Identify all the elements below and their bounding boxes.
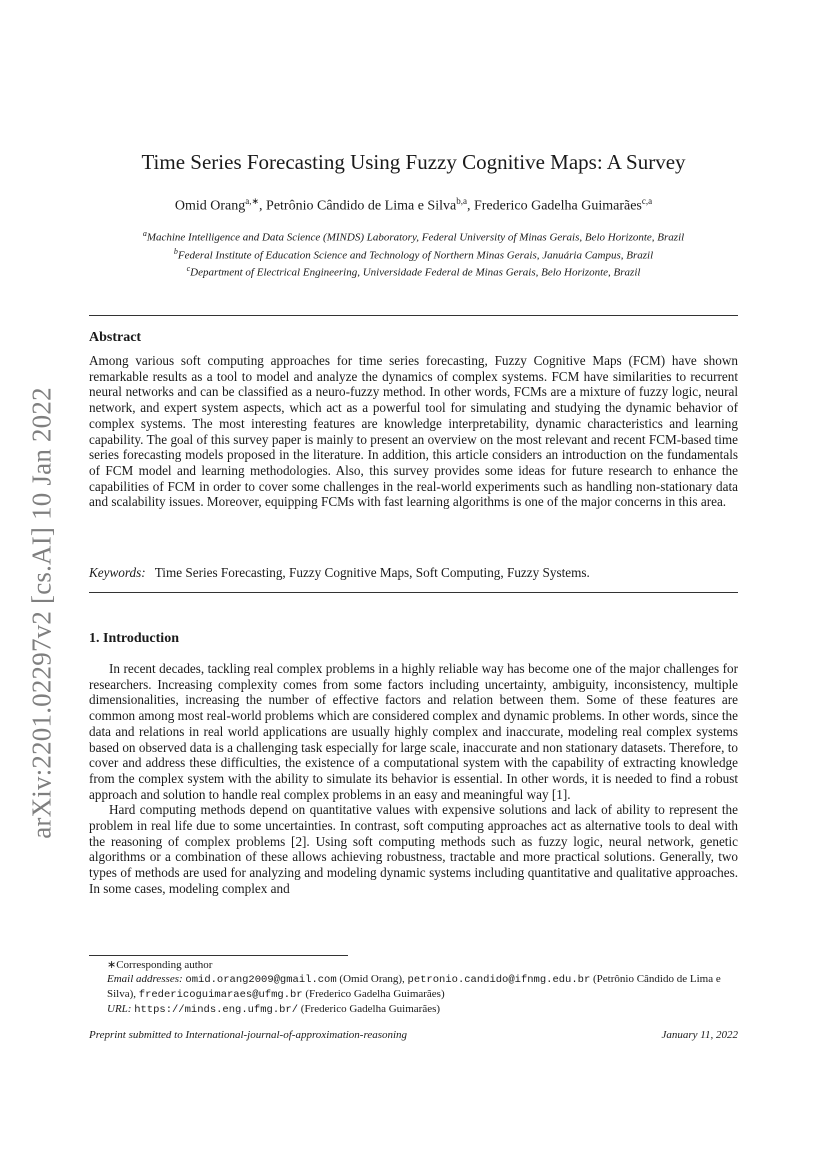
affiliation-line xyxy=(0,227,827,245)
preprint-date: January 11, 2022 xyxy=(661,1029,738,1041)
author-list: Omid Orang$^{a,∗}$, Petrônio Cândido de Lima e Silva$^{b,a}$, Frederico Gadelha Guimarães$^{c,a}$ xyxy=(174,196,653,214)
footnotes xyxy=(89,958,738,1017)
affiliation-line xyxy=(0,262,827,280)
abstract-top-rule xyxy=(89,315,738,316)
author-name: Petrônio Cândido de Lima e Silva xyxy=(266,198,457,214)
affiliation-mark: b xyxy=(173,246,178,256)
abstract-bottom-rule xyxy=(89,592,738,593)
footnote-rule xyxy=(89,955,348,956)
paper-title: Time Series Forecasting Using Fuzzy Cognitive Maps: A Survey xyxy=(141,150,686,174)
keywords-text: Time Series Forecasting, Fuzzy Cognitive Maps, Soft Computing, Fuzzy Systems. xyxy=(154,565,590,580)
email-owner: (Omid Orang), xyxy=(339,973,405,985)
abstract-heading: Abstract xyxy=(89,330,142,345)
url-link[interactable]: https://minds.eng.ufmg.br/ xyxy=(134,1004,299,1016)
section-heading-introduction: 1. Introduction xyxy=(89,631,179,646)
author-affil-mark: a,∗ xyxy=(245,196,260,206)
email-link[interactable]: petronio.candido@ifnmg.edu.br xyxy=(407,974,591,986)
url-label: URL: xyxy=(107,1003,132,1015)
arxiv-identifier-stamp xyxy=(22,378,62,848)
affiliation-text: Department of Electrical Engineering, Universidade Federal de Minas Gerais, Belo Horizonte, Brazil xyxy=(190,266,641,279)
affiliation-text: Machine Intelligence and Data Science (MINDS) Laboratory, Federal University of Minas Gerais, Belo Horizonte, Brazil xyxy=(146,231,685,244)
corresponding-author-note: ∗Corresponding author xyxy=(107,959,213,971)
url-note xyxy=(89,1002,738,1017)
affiliation-mark: a xyxy=(142,229,147,238)
author-affil-mark: b,a xyxy=(456,196,467,206)
author-affil-mark: c,a xyxy=(641,196,653,206)
author-name: Omid Orang xyxy=(174,198,246,214)
affiliation-mark: c xyxy=(186,264,191,274)
arxiv-identifier-text: arXiv:2201.02297v2 [cs.AI] 10 Jan 2022 xyxy=(26,387,57,839)
affiliation-line xyxy=(0,245,827,263)
author-name: Frederico Gadelha Guimarães xyxy=(473,198,642,214)
affiliation-text: Federal Institute of Education Science and Technology of Northern Minas Gerais, Januária Campus, Brazil xyxy=(177,249,654,262)
email-owner: (Frederico Gadelha Guimarães) xyxy=(305,988,445,1000)
email-link[interactable]: fredericoguimaraes@ufmg.br xyxy=(138,989,303,1001)
email-addresses xyxy=(89,972,738,1002)
preprint-note: Preprint submitted to International-journal-of-approximation-reasoning xyxy=(89,1029,408,1041)
email-label: Email addresses: xyxy=(107,973,183,985)
keywords xyxy=(89,565,738,581)
affiliations xyxy=(0,227,827,280)
abstract-text: Among various soft computing approaches for time series forecasting, Fuzzy Cognitive Maps (FCM) have shown remarkable results as a tool to model and analyze the dynamics of complex systems. FCM have similarities to recurrent neural networks and can be classified as a neuro-fuzzy method. In other words, FCMs are a mixture of fuzzy logic, neural network, and expert system aspects, which act as a powerful tool for simulating and studying the dynamic behavior of complex systems. The most interesting features are knowledge interpretability, dynamic characteristics and learning capability. The goal of this survey paper is mainly to present an overview on the most relevant and recent FCM-based time series forecasting models proposed in the literature. In addition, this article considers an introduction on the fundamentals of FCM model and learning methodologies. Also, this survey provides some ideas for future research to enhance the capabilities of FCM in order to cover some challenges in the real-world experiments such as handling non-stationary data and scalability issues. Moreover, equipping FCMs with fast learning algorithms is one of the major concerns in this area. xyxy=(89,353,738,510)
paragraph: Hard computing methods depend on quantitative values with expensive solutions and lack of ability to represent the problem in real life due to some uncertainties. In contrast, soft computing approaches act as alternative tools to deal with the reasoning of complex problems [2]. Using soft computing methods such as fuzzy logic, neural network, genetic algorithms or a combination of these allows achieving robustness, tractable and more practical solutions. Generally, two types of methods are used for analyzing and modeling dynamic systems including quantitative and qualitative approaches. In some cases, modeling complex and xyxy=(89,802,738,896)
paragraph: In recent decades, tackling real complex problems in a highly reliable way has become one of the major challenges for researchers. Increasing complexity comes from some factors including uncertainty, ambiguity, inconsistency, multiple dimensionalities, increasing the number of effective factors and relation between them. Some of these features are common among most real-world problems which are considered complex and dynamic problems. In other words, since the data and relations in real world applications are usually highly complex and inaccurate, modeling real complex systems based on observed data is a challenging task especially for large scale, inaccurate and non stationary datasets. Therefore, to cover and address these difficulties, the existence of a computational system with the capability of extracting knowledge from the complex system with the ability to simulate its behavior is essential. In other words, it is needed to find a robust approach and solution to handle real complex problems in an easy and meaningful way [1]. xyxy=(89,661,738,802)
email-link[interactable]: omid.orang2009@gmail.com xyxy=(185,974,337,986)
email-owner: (Petrônio Cândido de Lima e Silva), xyxy=(107,973,721,1000)
url-owner: (Frederico Gadelha Guimarães) xyxy=(300,1003,441,1015)
introduction-body xyxy=(89,661,738,897)
keywords-label: Keywords: xyxy=(89,565,146,580)
